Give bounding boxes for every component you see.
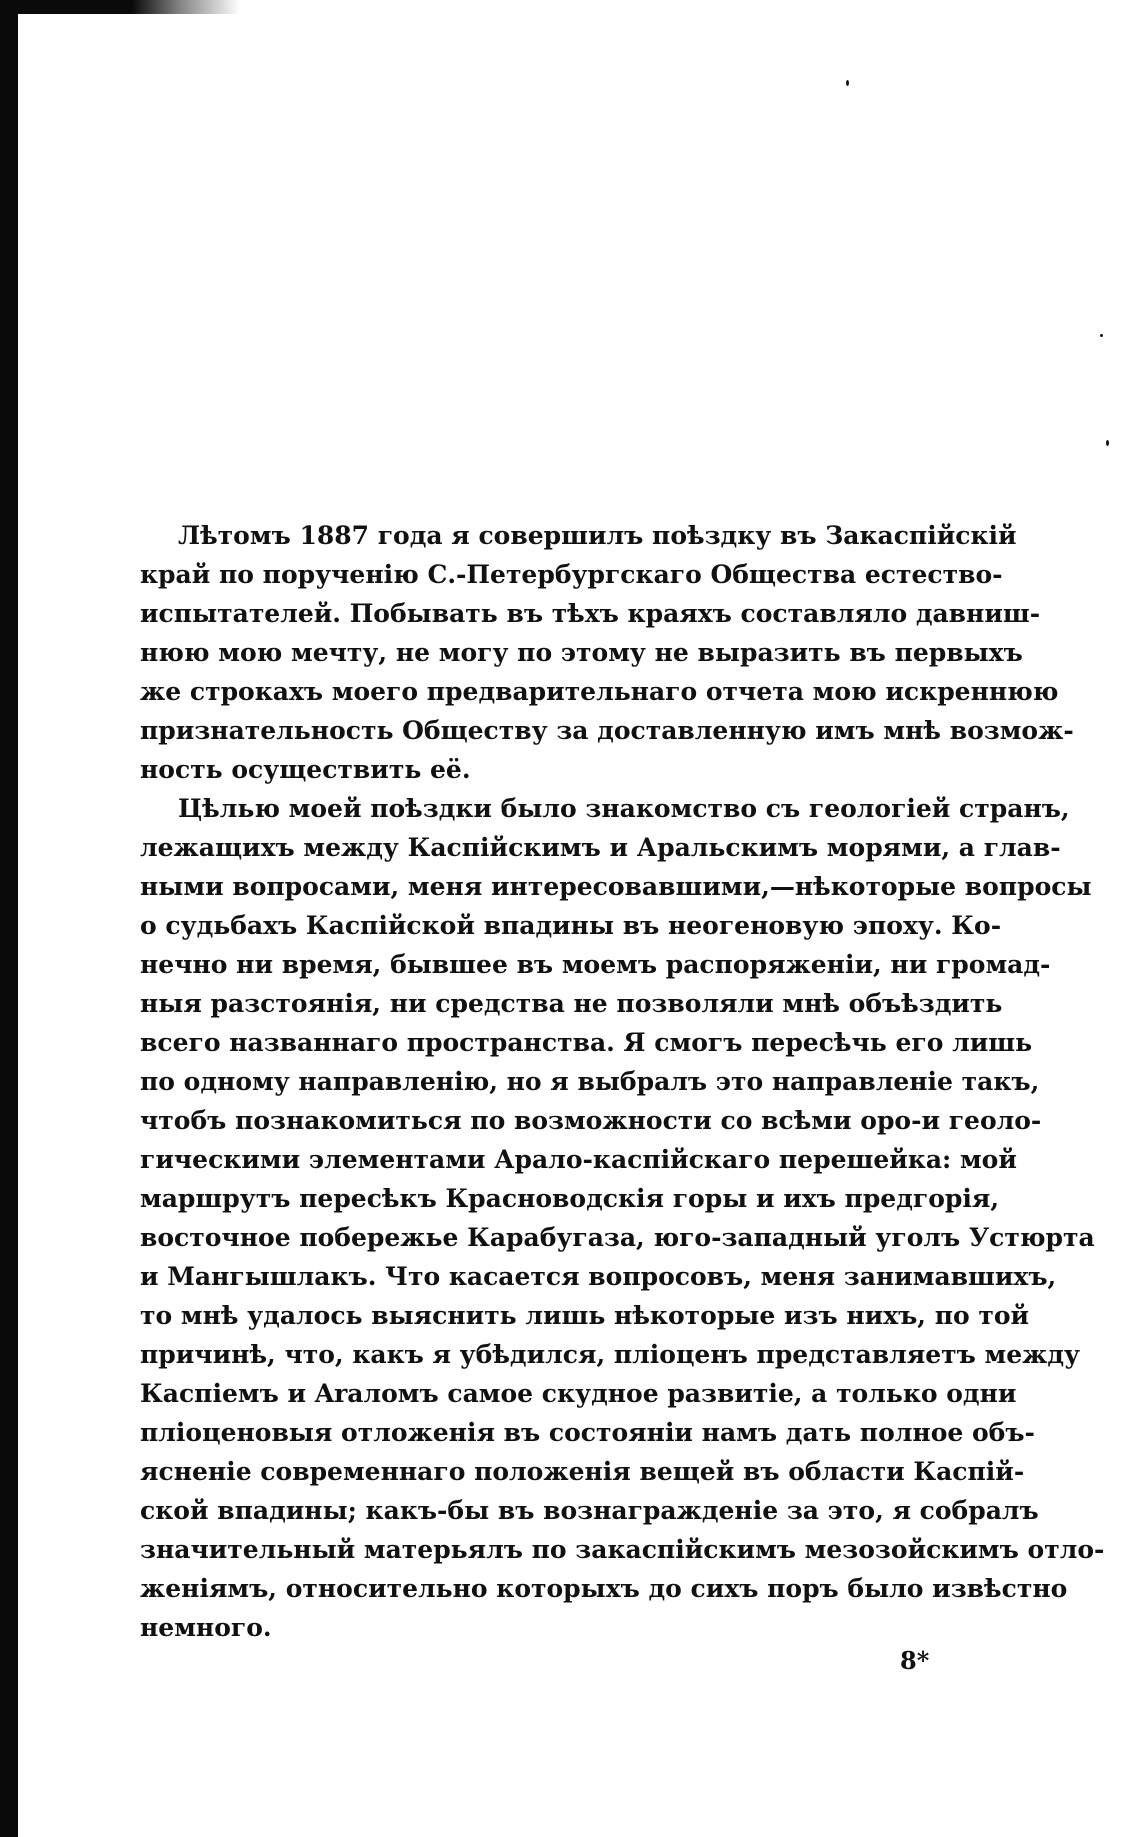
text-line: край по порученію С.-Петербургскаго Общества естество- — [140, 560, 1003, 589]
text-line: ность осуществить её. — [140, 755, 471, 784]
text-line: ясненіе современнаго положенія вещей въ области Каспій- — [140, 1457, 1025, 1486]
text-line: причинѣ, что, какъ я убѣдился, пліоценъ представляетъ между — [140, 1340, 1081, 1369]
text-line: значительный матерьялъ по закаспійскимъ мезозойскимъ отло- — [140, 1535, 1105, 1564]
paragraph-2 — [140, 789, 1105, 1647]
text-line: пліоценовыя отложенія въ состояніи намъ дать полное объ- — [140, 1418, 1035, 1447]
text-line: лежащихъ между Каспійскимъ и Аральскимъ морями, а глав- — [140, 833, 1061, 862]
text-line: и Мангышлакъ. Что касается вопросовъ, меня занимавшихъ, — [140, 1262, 1057, 1291]
body-text — [140, 516, 1105, 1647]
scan-speck — [846, 80, 849, 86]
text-line: же строкахъ моего предварительнаго отчета мою искреннюю — [140, 677, 1059, 706]
text-line: то мнѣ удалось выяснить лишь нѣкоторые изъ нихъ, по той — [140, 1301, 1030, 1330]
text-line: маршрутъ пересѣкъ Красноводскія горы и ихъ предгорія, — [140, 1184, 1000, 1213]
text-line: испытателей. Побывать въ тѣхъ краяхъ составляло давниш- — [140, 599, 1041, 628]
page-number: 8* — [900, 1646, 930, 1675]
text-line: нюю мою мечту, не могу по этому не выразить въ первыхъ — [140, 638, 1023, 667]
scan-speck — [1100, 334, 1103, 337]
paragraph-1 — [140, 516, 1074, 789]
text-line: всего названнаго пространства. Я смогъ пересѣчь его лишь — [140, 1028, 1033, 1057]
text-line: чтобъ познакомиться по возможности со всѣми оро-и геоло- — [140, 1106, 1042, 1135]
text-line: ными вопросами, меня интересовавшими,—нѣкоторые вопросы — [140, 872, 1092, 901]
text-line: по одному направленію, но я выбралъ это направленіе такъ, — [140, 1067, 1040, 1096]
text-line: о судьбахъ Каспійской впадины въ неогеновую эпоху. Ко- — [140, 911, 1002, 940]
text-line: Цѣлью моей поѣздки было знакомство съ геологіей странъ, — [178, 794, 1070, 823]
text-line: гическими элементами Арало-каспійскаго перешейка: мой — [140, 1145, 1017, 1174]
text-line: нечно ни время, бывшее въ моемъ распоряженіи, ни громад- — [140, 950, 1051, 979]
scan-edge-top — [0, 0, 240, 14]
scan-edge-left — [0, 0, 18, 1837]
text-line: женіямъ, относительно которыхъ до сихъ поръ было извѣстно — [140, 1574, 1068, 1603]
text-line: немного. — [140, 1613, 272, 1642]
text-line: Каспіемъ и Araломъ самое скудное развитіе, а только одни — [140, 1379, 1017, 1408]
text-line: восточное побережье Карабугаза, юго-западный уголъ Устюрта — [140, 1223, 1095, 1252]
scan-speck — [1106, 440, 1109, 446]
text-line: признательность Обществу за доставленную имъ мнѣ возмож- — [140, 716, 1074, 745]
text-line: ской впадины; какъ-бы въ вознагражденіе за это, я собралъ — [140, 1496, 1039, 1525]
text-line: Лѣтомъ 1887 года я совершилъ поѣздку въ Закаспійскій — [178, 521, 1017, 550]
text-line: ныя разстоянія, ни средства не позволяли мнѣ объѣздить — [140, 989, 1003, 1018]
